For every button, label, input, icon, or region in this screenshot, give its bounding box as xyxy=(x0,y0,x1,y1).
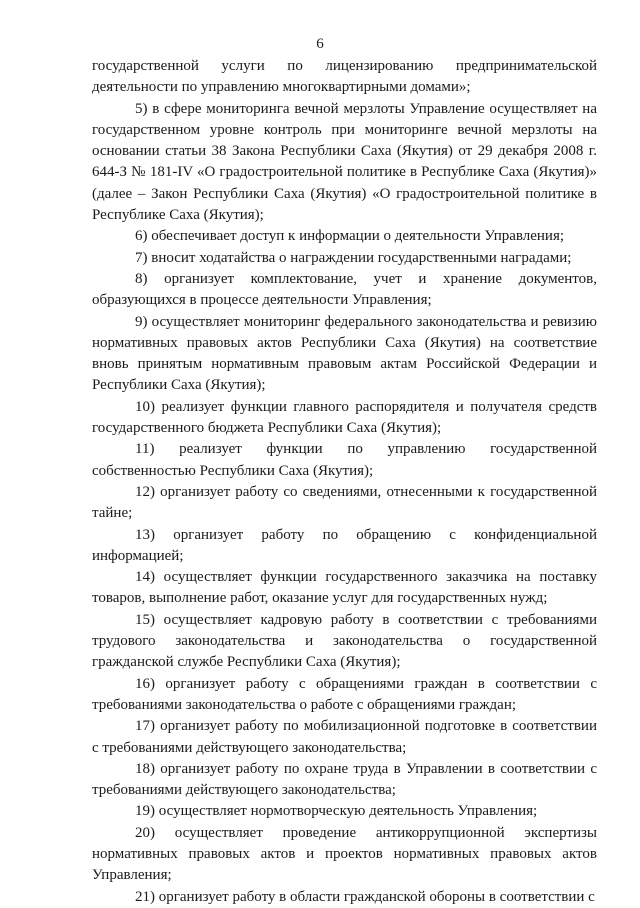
paragraph-item-6: 6) обеспечивает доступ к информации о деятельности Управления; xyxy=(135,228,565,245)
paragraph-item-21: 21) организует работу в области гражданской обороны в соответствии с xyxy=(135,888,595,905)
paragraph-item-13: 13) организует работу по обращению с конфиденциальной информацией; xyxy=(92,526,597,564)
document-body xyxy=(92,56,597,908)
paragraph-item-15: 15) осуществляет кадровую работу в соответствии с требованиями трудового законодательства и законодательства о государственной гражданской службе Республики Саха (Якутия); xyxy=(92,611,597,671)
page-number: 6 xyxy=(316,36,324,52)
paragraph-item-11: 11) реализует функции по управлению государственной собственностью Республики Саха (Якутия); xyxy=(92,441,597,479)
paragraph-item-14: 14) осуществляет функции государственного заказчика на поставку товаров, выполнение работ, оказание услуг для государственных нужд; xyxy=(92,569,597,607)
paragraph-item-8: 8) организует комплектование, учет и хранение документов, образующихся в процессе деятельности Управления; xyxy=(92,270,597,309)
paragraph-item-10: 10) реализует функции главного распорядителя и получателя средств государственного бюджета Республики Саха (Якутия); xyxy=(92,398,597,437)
paragraph-item-12: 12) организует работу со сведениями, отнесенными к государственной тайне; xyxy=(92,483,597,522)
paragraph-item-16: 16) организует работу с обращениями граждан в соответствии с требованиями законодательства о работе с обращениями граждан; xyxy=(92,675,597,713)
paragraph-continuation: государственной услуги по лицензированию предпринимательской деятельности по управлению многоквартирными домами»; xyxy=(92,58,597,96)
paragraph-item-18: 18) организует работу по охране труда в Управлении в соответствии с требованиями действующего законодательства; xyxy=(92,760,597,799)
paragraph-item-17: 17) организует работу по мобилизационной подготовке в соответствии с требованиями действующего законодательства; xyxy=(92,718,597,756)
paragraph-item-20: 20) осуществляет проведение антикоррупционной экспертизы нормативных правовых актов и проектов нормативных правовых актов Управления; xyxy=(92,824,597,884)
paragraph-item-9: 9) осуществляет мониторинг федерального законодательства и ревизию нормативных правовых актов Республики Саха (Якутия) на соответствие вновь принятым нормативным правовым актам Российской Федерации и Республики Саха (Якутия); xyxy=(92,313,597,394)
paragraph-item-7: 7) вносит ходатайства о награждении государственными наградами; xyxy=(135,249,572,266)
paragraph-item-19: 19) осуществляет нормотворческую деятельность Управления; xyxy=(135,803,538,820)
paragraph-item-5: 5) в сфере мониторинга вечной мерзлоты Управление осуществляет на государственном уровне контроль при мониторинге вечной мерзлоты на основании статьи 38 Закона Республики Саха (Якутия) от 29 декабря 2008 г. 644-З № 181-IV «О градостроительной политике в Республике Саха (Якутия)» (далее – Закон Республики Саха (Якутия) «О градостроительной политике в Республике Саха (Якутия); xyxy=(92,100,597,224)
